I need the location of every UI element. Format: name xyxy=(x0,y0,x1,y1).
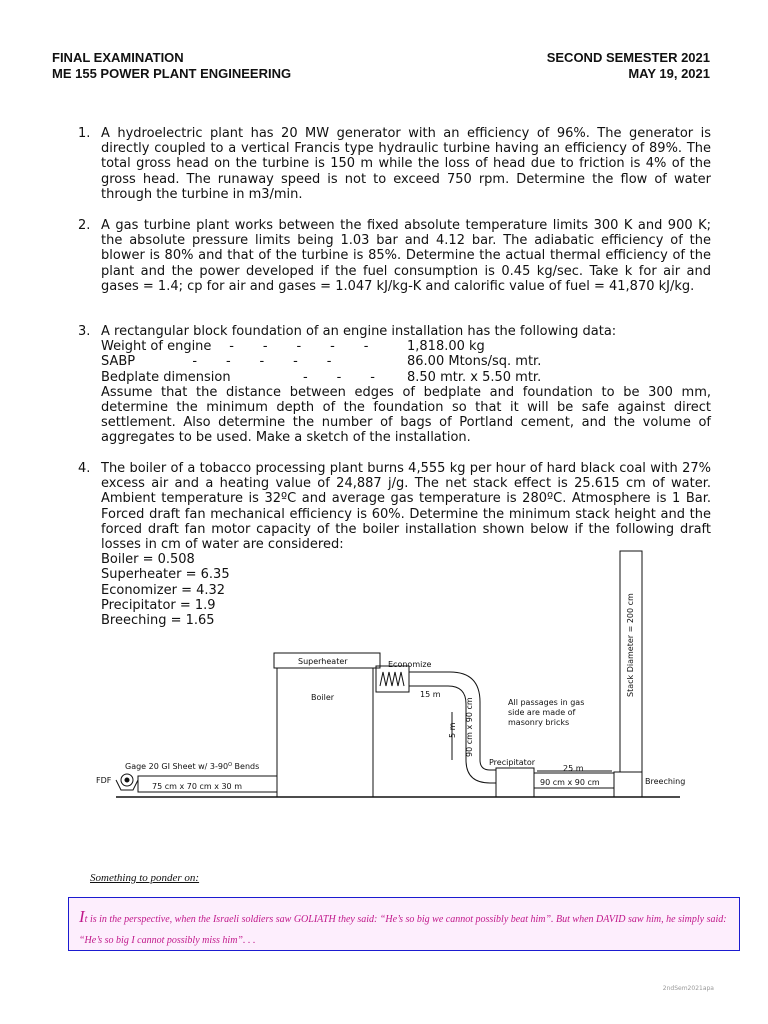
passages-note-2: side are made of xyxy=(508,708,576,717)
duct-horizontal-size: 90 cm x 90 cm xyxy=(540,778,600,787)
question-text: A gas turbine plant works between the fixed absolute temperature limits 300 K and 900 K; the absolute pressure limits being 1.03 bar and 4.12 bar. The adiabatic efficiency of the blower is 80% and that of the turbine is 85%. Determine the actual thermal efficiency of the plant and the power developed if the fuel consumption is 0.45 kg/sec. Take k for air and gases = 1.4; cp for air and gases = 1.047 kJ/kg-K and calorific value of fuel = 41,870 kJ/kg. xyxy=(101,218,711,294)
ponder-quote-box xyxy=(68,897,740,951)
precipitator-label: Precipitator xyxy=(489,758,535,767)
row-value: 8.50 mtr. x 5.50 mtr. xyxy=(407,369,542,385)
question-number: 2. xyxy=(78,218,91,233)
exam-title: FINAL EXAMINATION xyxy=(52,50,184,65)
question-1 xyxy=(78,126,711,202)
row-dashes: - - - - - xyxy=(151,354,332,370)
gage-label: Gage 20 GI Sheet w/ $3-90^O$ Bends xyxy=(125,762,260,771)
boiler-installation-diagram xyxy=(0,540,768,810)
economizer-coil xyxy=(380,672,404,686)
duct-15m-label: 15 m xyxy=(420,690,441,699)
stack-base xyxy=(614,772,642,797)
question-3 xyxy=(78,324,711,446)
fdf-duct-size: 75 cm x 70 cm x 30 m xyxy=(152,782,242,791)
precipitator-box xyxy=(496,768,534,797)
question-text: Assume that the distance between edges of bedplate and foundation to be 300 mm, determine the minimum depth of the foundation so that it will be safe against direct settlement. Also determine the number of bags of Portland cement, and the volume of aggregates to be used. Make a sketch of the installation. xyxy=(101,384,711,446)
question-number: 3. xyxy=(78,324,91,339)
economizer-box xyxy=(376,666,409,692)
loss-boiler: Boiler = 0.508 xyxy=(101,552,195,568)
row-value: 1,818.00 kg xyxy=(407,339,485,355)
row-label: Weight of engine xyxy=(101,339,212,355)
stack-diameter-label: Stack Diameter = 200 cm xyxy=(626,593,635,697)
data-row xyxy=(101,354,711,369)
data-row xyxy=(101,370,711,385)
footer-code: 2ndSem2021apa xyxy=(662,985,714,992)
data-row xyxy=(101,339,711,354)
row-value: 86.00 Mtons/sq. mtr. xyxy=(407,354,542,370)
row-label: SABP xyxy=(101,354,136,370)
question-text: A hydroelectric plant has 20 MW generator with an efficiency of 96%. The generator is directly coupled to a vertical Francis type hydraulic turbine having an efficiency of 89%. The total gross head on the turbine is 150 m while the loss of head due to friction is 4% of the gross head. The runaway speed is not to exceed 750 rpm. Determine the flow of water through the turbine in m3/min. xyxy=(101,126,711,202)
passages-note-3: masonry bricks xyxy=(508,718,570,727)
quote-text: t is in the perspective, when the Israeli soldiers saw GOLIATH they said: “He’s so big we cannot possibly beat him”. But when DAVID saw him, he simply said: “He’s so big I cannot possibly miss him”. . . xyxy=(79,914,727,946)
breeching-label: Breeching xyxy=(645,777,686,786)
question-intro: A rectangular block foundation of an engine installation has the following data: xyxy=(101,324,617,339)
superheater-label: Superheater xyxy=(298,657,348,666)
duct-vertical-size: 90 cm x 90 cm xyxy=(465,697,474,757)
header-right xyxy=(547,50,710,82)
question-number: 4. xyxy=(78,461,91,476)
semester-label: SECOND SEMESTER 2021 xyxy=(546,50,710,65)
ponder-title: Something to ponder on: xyxy=(90,872,200,884)
row-label: Bedplate dimension xyxy=(101,369,231,385)
header-left xyxy=(52,50,291,82)
boiler-body xyxy=(277,668,373,797)
economizer-label: Economize xyxy=(388,660,432,669)
row-dashes: - - - xyxy=(241,369,375,385)
loss-economizer: Economizer = 4.32 xyxy=(101,582,226,598)
question-text: The boiler of a tobacco processing plant burns 4,555 kg per hour of hard black coal with 27% excess air and a heating value of 24,887 j/g. The net stack effect is 25.615 cm of water. Ambient temperature is 32ºC and average gas temperature is 280ºC. Atmosphere is 1 Bar. Forced draft fan mechanical efficiency is 60%. Determine the minimum stack height and the forced draft fan motor capacity of the boiler installation shown below if the following draft losses in cm of water are considered: xyxy=(101,461,711,553)
exam-date: MAY 19, 2021 xyxy=(628,66,710,81)
quote-drop-cap: I xyxy=(79,907,85,926)
duct-25m-label: 25 m xyxy=(563,764,584,773)
course-title: ME 155 POWER PLANT ENGINEERING xyxy=(52,66,292,81)
loss-breeching: Breeching = 1.65 xyxy=(101,613,215,629)
question-number: 1. xyxy=(78,126,91,141)
question-2 xyxy=(78,218,711,294)
loss-superheater: Superheater = 6.35 xyxy=(101,567,230,583)
passages-note-1: All passages in gas xyxy=(508,698,585,707)
row-dashes: - - - - - xyxy=(221,339,369,355)
loss-precipitator: Precipitator = 1.9 xyxy=(101,597,216,613)
duct-5m-label: 5 m xyxy=(448,722,457,738)
boiler-label: Boiler xyxy=(311,693,335,702)
fdf-label: FDF xyxy=(96,776,112,785)
